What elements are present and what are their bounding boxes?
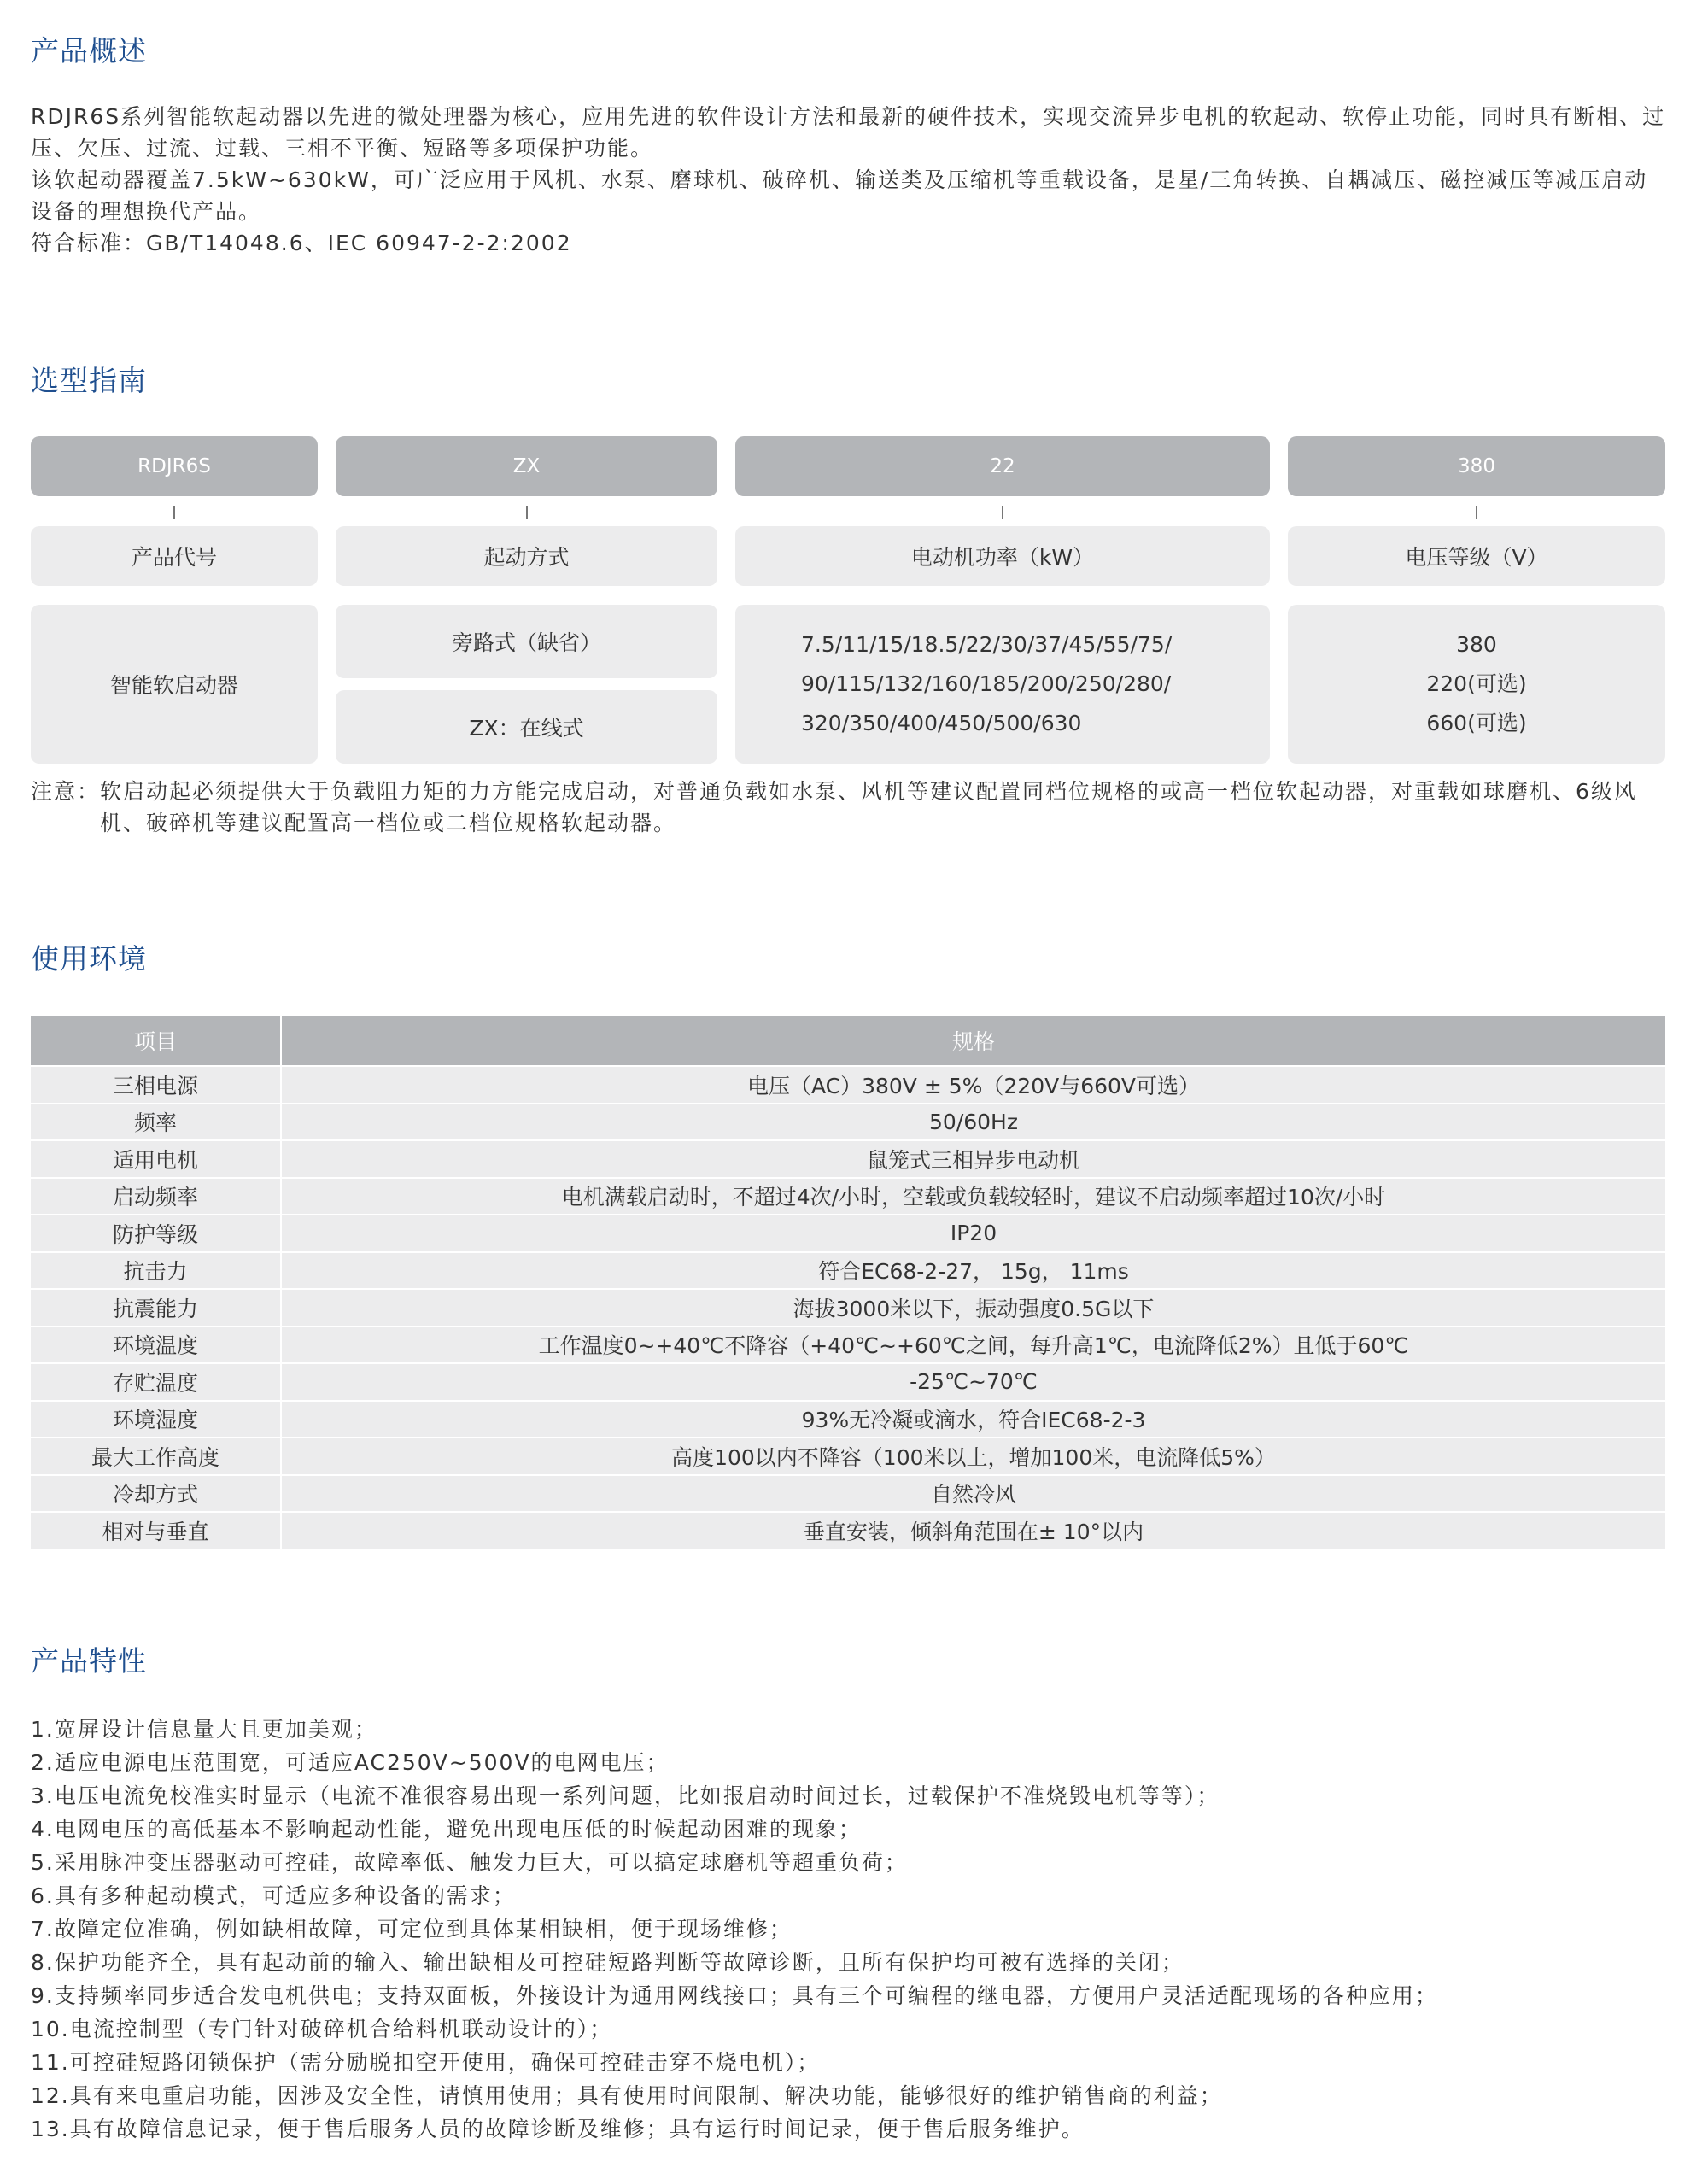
row-item: 环境湿度 <box>31 1401 281 1438</box>
table-row <box>31 1289 1665 1327</box>
value-box-product: 智能软启动器 <box>31 605 318 764</box>
code-box-voltage: 380 <box>1288 436 1665 496</box>
power-values-line-2: 90/115/132/160/185/200/250/280/ <box>801 671 1172 696</box>
features-list <box>31 1713 1679 2146</box>
section-title-overview: 产品概述 <box>31 34 147 67</box>
row-item: 防护等级 <box>31 1215 281 1252</box>
row-spec: 电机满载启动时，不超过4次/小时，空载或负载较轻时，建议不启动频率超过10次/小时 <box>281 1178 1665 1215</box>
feature-item: 1.宽屏设计信息量大且更加美观； <box>31 1717 377 1742</box>
value-box-power <box>735 605 1270 764</box>
row-item: 适用电机 <box>31 1140 281 1178</box>
table-row <box>31 1066 1665 1104</box>
row-item: 环境温度 <box>31 1327 281 1364</box>
row-spec: 自然冷风 <box>281 1475 1665 1513</box>
table-row <box>31 1363 1665 1401</box>
voltage-value-3: 660(可选) <box>1426 711 1527 735</box>
overview-paragraph-1: RDJR6S系列智能软起动器以先进的微处理器为核心，应用先进的软件设计方法和最新的硬件技术，实现交流异步电机的软起动、软停止功能，同时具有断相、过压、欠压、过流、过载、三相不平衡、短路等多项保护功能。 <box>31 104 1666 161</box>
code-box-power: 22 <box>735 436 1270 496</box>
row-spec: 高度100以内不降容（100米以上，增加100米，电流降低5%） <box>281 1438 1665 1475</box>
label-box-voltage: 电压等级（V） <box>1288 526 1665 586</box>
label-box-product: 产品代号 <box>31 526 318 586</box>
feature-item: 12.具有来电重启功能，因涉及安全性，请慎用使用；具有使用时间限制、解决功能，能够很好的维护销售商的利益； <box>31 2083 1223 2108</box>
voltage-value-2: 220(可选) <box>1426 671 1527 696</box>
overview-paragraph-3: 符合标准：GB/T14048.6、IEC 60947-2-2:2002 <box>31 231 572 255</box>
table-row <box>31 1512 1665 1549</box>
code-box-product: RDJR6S <box>31 436 318 496</box>
value-box-bypass: 旁路式（缺省） <box>336 605 717 678</box>
section-title-features: 产品特性 <box>31 1644 147 1678</box>
feature-item: 11.可控硅短路闭锁保护（需分励脱扣空开使用，确保可控硅击穿不烧电机）； <box>31 2050 821 2075</box>
overview-text <box>31 101 1670 259</box>
note-label: 注意： <box>31 779 101 804</box>
voltage-value-1: 380 <box>1456 632 1497 657</box>
connector-tick <box>1002 506 1003 519</box>
table-row <box>31 1252 1665 1290</box>
header-item: 项目 <box>31 1016 281 1066</box>
label-box-power: 电动机功率（kW） <box>735 526 1270 586</box>
row-spec: IP20 <box>281 1215 1665 1252</box>
table-row <box>31 1104 1665 1141</box>
feature-item: 6.具有多种起动模式，可适应多种设备的需求； <box>31 1883 516 1908</box>
row-item: 相对与垂直 <box>31 1512 281 1549</box>
feature-item: 3.电压电流免校准实时显示（电流不准很容易出现一系列问题，比如报启动时间过长，过载保护不准烧毁电机等等）； <box>31 1784 1220 1808</box>
row-spec: 工作温度0~+40℃不降容（+40℃~+60℃之间，每升高1℃，电流降低2%）且低于60℃ <box>281 1327 1665 1364</box>
row-spec: 鼠笼式三相异步电动机 <box>281 1140 1665 1178</box>
row-spec: 海拔3000米以下，振动强度0.5G以下 <box>281 1289 1665 1327</box>
section-title-environment: 使用环境 <box>31 942 147 975</box>
overview-paragraph-2: 该软起动器覆盖7.5kW~630kW，可广泛应用于风机、水泵、磨球机、破碎机、输送类及压缩机等重载设备，是星/三角转换、自耦减压、磁控减压等减压启动设备的理想换代产品。 <box>31 167 1648 224</box>
value-box-online: ZX：在线式 <box>336 690 717 764</box>
row-item: 三相电源 <box>31 1066 281 1104</box>
row-spec: 电压（AC）380V ± 5%（220V与660V可选） <box>281 1066 1665 1104</box>
table-row <box>31 1215 1665 1252</box>
power-values-line-1: 7.5/11/15/18.5/22/30/37/45/55/75/ <box>801 632 1173 657</box>
note-text: 软启动起必须提供大于负载阻力矩的力方能完成启动，对普通负载如水泵、风机等建议配置同档位规格的或高一档位软起动器，对重载如球磨机、6级风机、破碎机等建议配置高一档位或二档位规格软起动器。 <box>100 779 1637 835</box>
row-item: 最大工作高度 <box>31 1438 281 1475</box>
row-item: 启动频率 <box>31 1178 281 1215</box>
row-spec: -25℃~70℃ <box>281 1363 1665 1401</box>
table-row <box>31 1401 1665 1438</box>
feature-item: 10.电流控制型（专门针对破碎机合给料机联动设计的）； <box>31 2017 613 2041</box>
power-values-line-3: 320/350/400/450/500/630 <box>801 711 1082 735</box>
feature-item: 5.采用脉冲变压器驱动可控硅，故障率低、触发力巨大，可以搞定球磨机等超重负荷； <box>31 1850 908 1875</box>
selection-note <box>31 776 1670 839</box>
row-spec: 垂直安装，倾斜角范围在± 10°以内 <box>281 1512 1665 1549</box>
connector-tick <box>1476 506 1477 519</box>
table-row <box>31 1475 1665 1513</box>
row-item: 存贮温度 <box>31 1363 281 1401</box>
connector-tick <box>173 506 175 519</box>
row-spec: 93%无冷凝或滴水，符合IEC68-2-3 <box>281 1401 1665 1438</box>
feature-item: 2.适应电源电压范围宽，可适应AC250V~500V的电网电压； <box>31 1750 670 1775</box>
table-row <box>31 1438 1665 1475</box>
feature-item: 4.电网电压的高低基本不影响起动性能，避免出现电压低的时候起动困难的现象； <box>31 1817 862 1842</box>
row-spec: 50/60Hz <box>281 1104 1665 1141</box>
table-header-row <box>31 1016 1665 1066</box>
section-title-selection: 选型指南 <box>31 364 147 397</box>
table-row <box>31 1327 1665 1364</box>
row-item: 冷却方式 <box>31 1475 281 1513</box>
label-box-start-mode: 起动方式 <box>336 526 717 586</box>
feature-item: 7.故障定位准确，例如缺相故障，可定位到具体某相缺相，便于现场维修； <box>31 1917 793 1942</box>
feature-item: 13.具有故障信息记录，便于售后服务人员的故障诊断及维修；具有运行时间记录，便于售后服务维护。 <box>31 2117 1085 2141</box>
feature-item: 8.保护功能齐全，具有起动前的输入、输出缺相及可控硅短路判断等故障诊断，且所有保护均可被有选择的关闭； <box>31 1950 1184 1975</box>
feature-item: 9.支持频率同步适合发电机供电；支持双面板，外接设计为通用网线接口；具有三个可编程的继电器，方便用户灵活适配现场的各种应用； <box>31 1983 1438 2008</box>
table-row <box>31 1140 1665 1178</box>
row-spec: 符合EC68-2-27， 15g， 11ms <box>281 1252 1665 1290</box>
environment-table <box>31 1016 1665 1549</box>
code-box-start-mode: ZX <box>336 436 717 496</box>
table-row <box>31 1178 1665 1215</box>
row-item: 频率 <box>31 1104 281 1141</box>
header-spec: 规格 <box>281 1016 1665 1066</box>
row-item: 抗震能力 <box>31 1289 281 1327</box>
connector-tick <box>526 506 528 519</box>
row-item: 抗击力 <box>31 1252 281 1290</box>
value-box-voltage <box>1288 605 1665 764</box>
